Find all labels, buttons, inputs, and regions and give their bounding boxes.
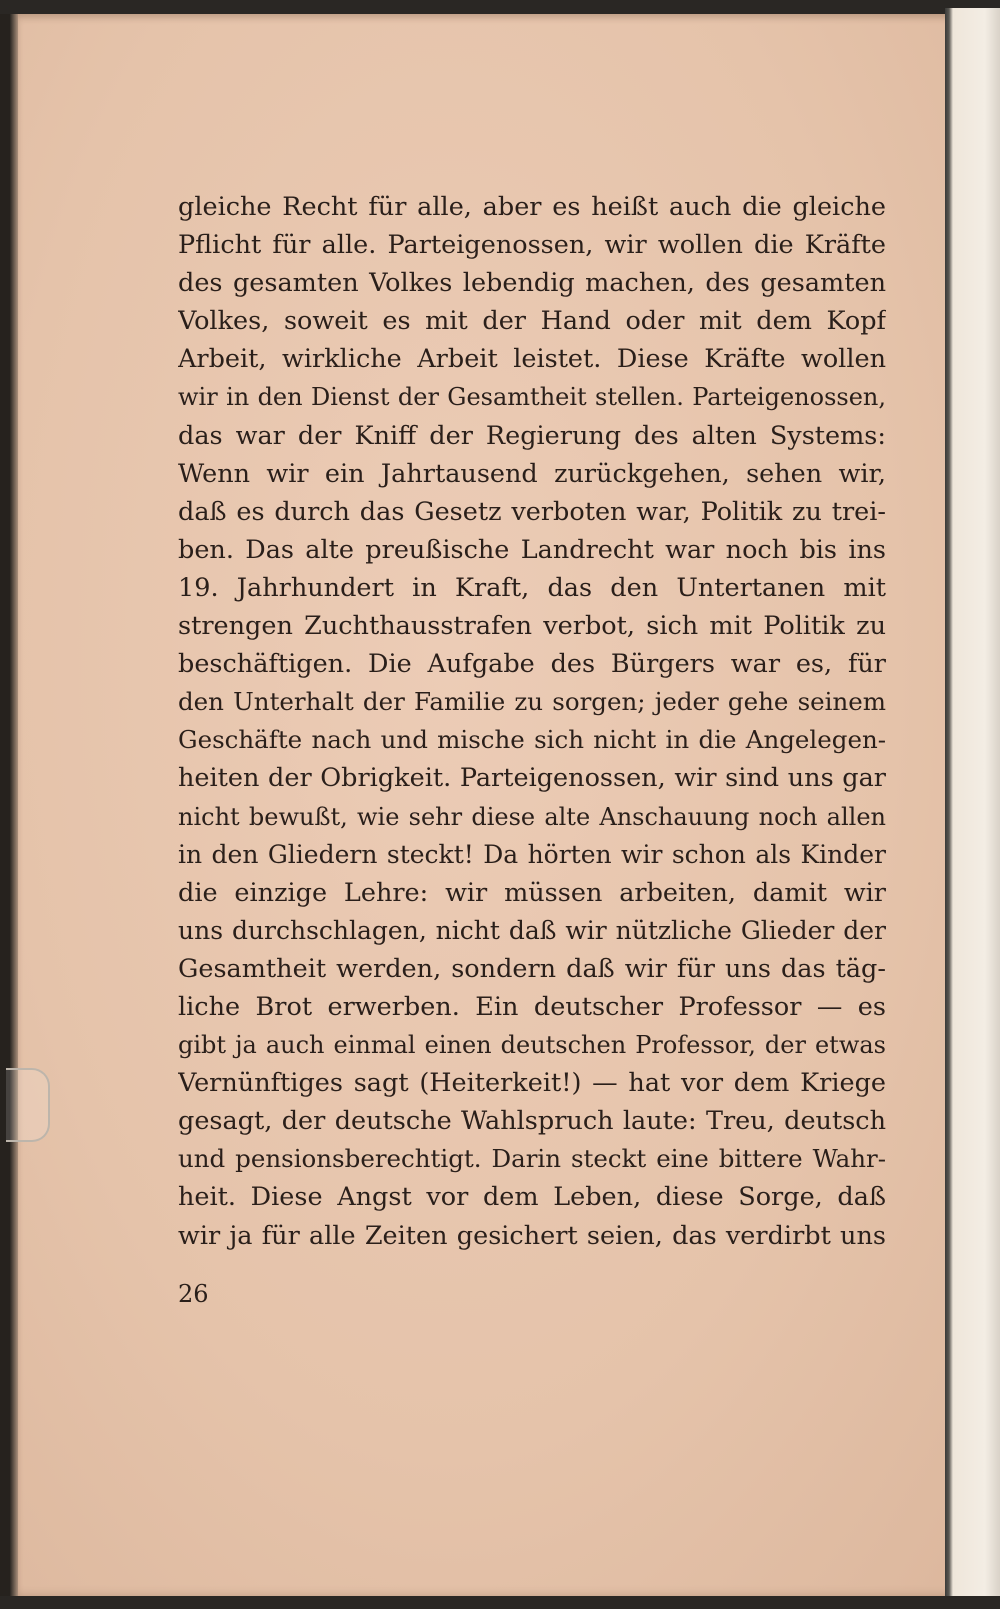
text-line: strengen Zuchthausstrafen verbot, sich mit Politik zu xyxy=(178,611,886,642)
text-line: liche Brot erwerben. Ein deutscher Professor — es xyxy=(178,991,886,1022)
text-line: Wenn wir ein Jahrtausend zurückgehen, sehen wir, xyxy=(178,458,886,489)
text-line: Geschäfte nach und mische sich nicht in die Angelegen- xyxy=(178,725,886,755)
body-text xyxy=(178,188,886,1255)
adjacent-page-edge xyxy=(945,8,1000,1598)
text-line: gleiche Recht für alle, aber es heißt auch die gleiche xyxy=(178,192,886,222)
text-line: Volkes, soweit es mit der Hand oder mit dem Kopf xyxy=(178,306,886,337)
text-line: Pflicht für alle. Parteigenossen, wir wollen die Kräfte xyxy=(178,230,886,261)
text-line: wir ja für alle Zeiten gesichert seien, das verdirbt uns xyxy=(178,1220,886,1251)
text-line: nicht bewußt, wie sehr diese alte Anschauung noch allen xyxy=(178,802,886,831)
text-line: wir in den Dienst der Gesamtheit stellen. Parteigenossen, xyxy=(178,383,886,412)
text-line: den Unterhalt der Familie zu sorgen; jeder gehe seinem xyxy=(178,687,886,717)
text-line: Gesamtheit werden, sondern daß wir für uns das täg- xyxy=(178,953,886,984)
page-clip-icon xyxy=(6,1068,50,1142)
scan-bottom-border xyxy=(0,1596,1000,1609)
text-line: uns durchschlagen, nicht daß wir nützliche Glieder der xyxy=(178,915,886,945)
scan-top-border xyxy=(0,0,1000,14)
text-line: in den Gliedern steckt! Da hörten wir schon als Kinder xyxy=(178,839,886,869)
text-line: die einzige Lehre: wir müssen arbeiten, damit wir xyxy=(178,877,886,908)
text-line: Vernünftiges sagt (Heiterkeit!) — hat vor dem Kriege xyxy=(178,1068,886,1099)
text-line: Arbeit, wirkliche Arbeit leistet. Diese Kräfte wollen xyxy=(178,344,886,375)
text-line: beschäftigen. Die Aufgabe des Bürgers war es, für xyxy=(178,649,886,680)
text-line: ben. Das alte preußische Landrecht war noch bis ins xyxy=(178,534,886,565)
text-line: gesagt, der deutsche Wahlspruch laute: Treu, deutsch xyxy=(178,1106,886,1137)
text-line: das war der Kniff der Regierung des alten Systems: xyxy=(178,420,886,451)
text-line: heit. Diese Angst vor dem Leben, diese Sorge, daß xyxy=(178,1182,886,1213)
text-line: daß es durch das Gesetz verboten war, Politik zu trei- xyxy=(178,496,886,527)
text-line: gibt ja auch einmal einen deutschen Professor, der etwas xyxy=(178,1031,886,1060)
text-line: heiten der Obrigkeit. Parteigenossen, wir sind uns gar xyxy=(178,763,886,794)
text-line: und pensionsberechtigt. Darin steckt eine bittere Wahr- xyxy=(178,1144,886,1174)
text-line: des gesamten Volkes lebendig machen, des gesamten xyxy=(178,268,886,299)
text-line: 19. Jahrhundert in Kraft, das den Untertanen mit xyxy=(178,572,886,603)
page-number: 26 xyxy=(178,1280,209,1308)
